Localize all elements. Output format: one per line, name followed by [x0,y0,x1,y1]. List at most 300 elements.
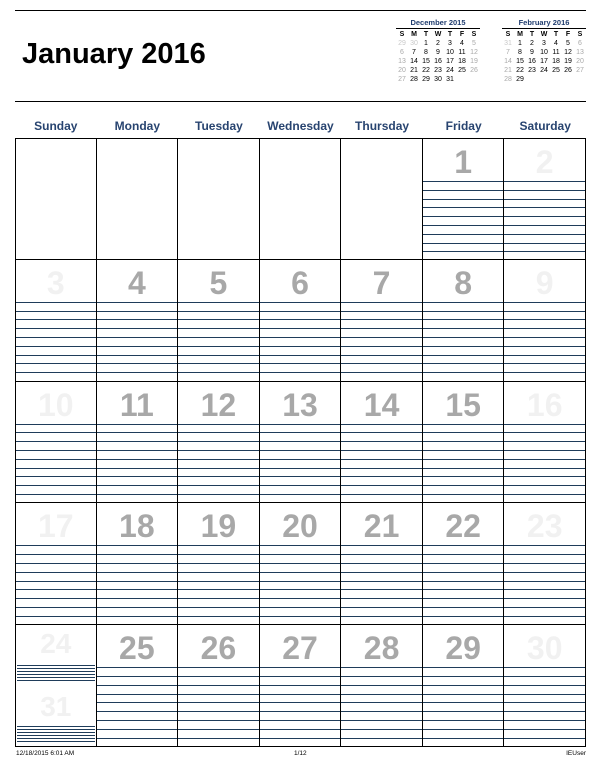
writing-line [178,355,259,356]
date-number: 31 [40,691,72,723]
day-cell[interactable] [504,382,586,504]
writing-line [178,676,259,677]
writing-line [341,667,422,668]
mini-calendar-weekday: T [423,31,429,38]
writing-line [97,667,178,668]
writing-line [178,450,259,451]
writing-line [423,545,504,546]
writing-line [341,694,422,695]
mini-calendar-day: 22 [516,67,524,74]
mini-calendar-day: 4 [460,40,464,47]
empty-day-cell[interactable] [97,138,179,260]
mini-calendar-day: 30 [410,40,418,47]
writing-line [16,494,96,495]
mini-calendar-day [550,75,562,84]
mini-calendar-rule [502,28,586,29]
date-number: 30 [526,630,563,667]
writing-line [423,554,504,555]
writing-line [17,735,95,736]
date-number: 29 [445,630,481,667]
writing-line [97,319,178,320]
writing-line [260,441,341,442]
writing-line [423,346,504,347]
mini-calendar-day: 24 [446,67,454,74]
writing-line [178,319,259,320]
writing-line [423,225,504,226]
writing-line [97,494,178,495]
writing-line [423,476,504,477]
mini-calendar-week [502,75,586,84]
writing-lines [504,424,585,503]
writing-line [17,677,95,678]
day-cell[interactable] [341,625,423,747]
writing-lines [16,302,96,381]
writing-lines [97,545,178,624]
mini-calendar-day: 29 [422,76,430,83]
writing-line [423,302,504,303]
writing-line [16,563,96,564]
writing-line [97,572,178,573]
day-cell[interactable] [260,625,342,747]
writing-lines [97,424,178,503]
top-rule [15,10,586,11]
writing-line [178,346,259,347]
writing-line [341,494,422,495]
writing-line [17,738,95,739]
mini-calendar-day: 3 [448,40,452,47]
mini-calendar-day [574,75,586,84]
footer-timestamp: 12/18/2015 6:01 AM [16,750,75,757]
writing-line [178,702,259,703]
day-header-saturday: Saturday [519,119,571,133]
writing-line [504,494,585,495]
writing-line [504,363,585,364]
day-cell[interactable] [260,382,342,504]
writing-line [97,450,178,451]
writing-lines [178,302,259,381]
day-cell[interactable] [97,260,179,382]
writing-line [260,685,341,686]
mini-calendar-day: 19 [470,58,478,65]
writing-line [16,468,96,469]
writing-line [504,554,585,555]
writing-line [504,702,585,703]
writing-line [178,685,259,686]
writing-line [423,355,504,356]
mini-calendar-day: 7 [506,49,510,56]
writing-line [16,346,96,347]
mini-calendar-day: 31 [446,76,454,83]
writing-lines [423,302,504,381]
mini-calendar-weekday: M [411,31,417,38]
day-cell[interactable] [178,260,260,382]
writing-line [423,441,504,442]
writing-line [97,337,178,338]
writing-line [16,450,96,451]
writing-line [423,337,504,338]
writing-line [97,468,178,469]
writing-line [423,694,504,695]
mini-calendar-week [502,39,586,48]
day-cell[interactable] [15,503,97,625]
writing-line [260,346,341,347]
writing-line [341,302,422,303]
writing-line [504,337,585,338]
writing-line [97,729,178,730]
mini-calendar-day: 19 [564,58,572,65]
writing-line [504,319,585,320]
mini-calendar-day: 26 [470,67,478,74]
writing-line [423,616,504,617]
writing-line [260,476,341,477]
date-number: 4 [127,264,146,301]
writing-line [260,545,341,546]
writing-line [260,667,341,668]
mini-calendar-day: 17 [540,58,548,65]
writing-line [504,328,585,329]
mini-calendar-day: 29 [516,76,524,83]
writing-line [504,459,585,460]
writing-line [16,476,96,477]
writing-line [97,476,178,477]
mini-calendar-next-month [502,18,586,84]
writing-line [97,589,178,590]
writing-line [16,598,96,599]
mini-calendar-rule [396,28,480,29]
writing-line [178,563,259,564]
writing-line [504,372,585,373]
writing-line [97,738,178,739]
writing-line [341,432,422,433]
writing-line [178,485,259,486]
writing-line [178,476,259,477]
writing-line [178,432,259,433]
writing-line [178,738,259,739]
day-cell[interactable] [97,503,179,625]
split-day-31 [16,686,96,747]
mini-calendar-week [396,39,480,48]
mini-calendar-day: 21 [504,67,512,74]
date-number: 10 [37,386,74,423]
writing-line [16,607,96,608]
writing-line [97,607,178,608]
mini-calendar-day: 10 [540,49,548,56]
writing-line [260,450,341,451]
writing-line [504,685,585,686]
mini-calendar-day: 5 [472,40,476,47]
day-cell[interactable] [260,503,342,625]
mini-calendar-day: 24 [540,67,548,74]
writing-line [341,589,422,590]
writing-line [504,181,585,182]
writing-line [16,554,96,555]
writing-line [504,572,585,573]
day-header-friday: Friday [445,119,482,133]
mini-calendar-day: 10 [446,49,454,56]
writing-line [504,694,585,695]
writing-line [260,302,341,303]
writing-line [260,372,341,373]
mini-calendar-weekday: S [505,31,511,38]
mini-calendar-day [468,75,480,84]
mini-calendar-day: 2 [530,40,534,47]
writing-line [504,607,585,608]
writing-line [423,207,504,208]
day-cell[interactable] [15,625,97,747]
mini-calendar-day [538,75,550,84]
writing-line [423,598,504,599]
date-number: 16 [526,386,563,423]
writing-line [17,665,95,666]
date-number: 13 [282,386,318,423]
mini-calendar-day: 30 [434,76,442,83]
writing-line [16,616,96,617]
date-number: 22 [445,508,481,545]
writing-line [260,328,341,329]
writing-line [423,685,504,686]
writing-line [341,319,422,320]
writing-line [16,589,96,590]
writing-line [423,494,504,495]
writing-line [16,302,96,303]
writing-lines [178,667,259,746]
writing-line [504,302,585,303]
day-cell[interactable] [504,138,586,260]
writing-line [178,468,259,469]
writing-line [178,363,259,364]
writing-line [17,668,95,669]
writing-lines [341,545,422,624]
writing-line [178,720,259,721]
day-cell[interactable] [178,503,260,625]
writing-line [423,199,504,200]
date-number: 23 [526,508,563,545]
writing-line [504,476,585,477]
writing-line [97,459,178,460]
writing-line [97,545,178,546]
writing-line [260,311,341,312]
writing-line [423,589,504,590]
writing-line [423,328,504,329]
writing-line [341,702,422,703]
mini-calendar-weekday: W [540,31,548,38]
footer-page-number: 1/12 [294,750,307,757]
day-cell[interactable] [341,260,423,382]
writing-line [341,328,422,329]
day-header-thursday: Thursday [355,119,410,133]
date-number: 15 [445,386,481,423]
writing-line [341,355,422,356]
split-day-24 [16,625,96,686]
writing-line [16,432,96,433]
writing-line [178,337,259,338]
writing-line [423,181,504,182]
writing-line [178,616,259,617]
mini-calendar-day: 23 [434,67,442,74]
mini-calendar-day: 26 [564,67,572,74]
writing-line [16,319,96,320]
date-number: 28 [363,630,400,667]
writing-line [97,694,178,695]
writing-line [504,720,585,721]
writing-line [97,581,178,582]
day-cell[interactable] [341,382,423,504]
day-cell[interactable] [341,503,423,625]
writing-line [504,207,585,208]
day-cell[interactable] [423,138,505,260]
writing-line [341,337,422,338]
day-cell[interactable] [504,625,586,747]
writing-line [97,676,178,677]
mini-calendar-week [396,57,480,66]
mini-calendar-weekday: S [577,31,583,38]
writing-line [97,702,178,703]
writing-line [504,450,585,451]
writing-lines [423,667,504,746]
mini-calendar-week [502,48,586,57]
writing-line [178,494,259,495]
mini-calendar-day: 4 [554,40,558,47]
writing-line [260,459,341,460]
writing-line [16,328,96,329]
mini-calendar-day: 1 [518,40,522,47]
date-number: 8 [454,264,473,301]
writing-line [504,243,585,244]
writing-line [260,554,341,555]
date-number: 21 [363,508,400,545]
date-number: 19 [200,508,237,545]
writing-line [260,581,341,582]
day-cell[interactable] [504,260,586,382]
writing-line [423,468,504,469]
day-cell[interactable] [97,625,179,747]
writing-line [97,554,178,555]
empty-day-cell[interactable] [15,138,97,260]
writing-line [260,729,341,730]
writing-lines [423,181,504,260]
mini-calendar-header-row [502,30,586,39]
date-number: 12 [200,386,237,423]
date-number: 25 [119,630,155,667]
day-cell[interactable] [260,260,342,382]
writing-line [341,563,422,564]
writing-line [423,432,504,433]
writing-line [504,311,585,312]
writing-line [341,476,422,477]
mini-calendar-weekday: F [459,31,465,38]
mini-calendar-week [502,66,586,75]
writing-line [97,711,178,712]
day-cell[interactable] [423,260,505,382]
writing-lines [16,545,96,624]
mini-calendar-day: 9 [530,49,534,56]
writing-lines [260,424,341,503]
day-cell[interactable] [178,625,260,747]
mini-calendar-weekday: F [565,31,571,38]
header-rule [15,101,586,102]
writing-line [16,581,96,582]
day-cell[interactable] [178,382,260,504]
day-cell[interactable] [97,382,179,504]
writing-line [97,372,178,373]
mini-calendar-day: 5 [566,40,570,47]
writing-line [16,459,96,460]
writing-line [260,363,341,364]
date-number: 17 [37,508,74,545]
writing-line [341,468,422,469]
mini-calendar-day: 22 [422,67,430,74]
writing-line [504,251,585,252]
writing-line [17,680,95,681]
writing-line [341,685,422,686]
mini-calendar-weekday: S [399,31,405,38]
writing-line [504,581,585,582]
writing-line [97,363,178,364]
writing-line [504,424,585,425]
writing-line [504,190,585,191]
writing-line [504,216,585,217]
writing-line [97,424,178,425]
footer-user: IEUser [566,750,586,757]
writing-line [178,459,259,460]
writing-line [423,234,504,235]
writing-lines [504,667,585,746]
mini-calendar-day: 28 [410,76,418,83]
writing-line [423,450,504,451]
writing-line [97,432,178,433]
writing-line [504,432,585,433]
writing-line [178,589,259,590]
day-header-wednesday: Wednesday [267,119,334,133]
writing-line [178,302,259,303]
date-number: 5 [209,264,228,301]
mini-calendar-day: 15 [516,58,524,65]
writing-lines [178,424,259,503]
writing-line [97,311,178,312]
mini-calendar-title: December 2015 [410,18,466,27]
day-cell[interactable] [504,503,586,625]
writing-line [504,485,585,486]
day-cell[interactable] [423,503,505,625]
date-number: 1 [454,144,473,180]
writing-line [260,319,341,320]
writing-line [16,441,96,442]
writing-line [17,741,95,742]
writing-line [16,355,96,356]
empty-day-cell[interactable] [341,138,423,260]
writing-line [423,363,504,364]
empty-day-cell[interactable] [260,138,342,260]
day-cell[interactable] [423,625,505,747]
day-cell[interactable] [15,260,97,382]
mini-calendar-day: 20 [398,67,406,74]
mini-calendar-weekday: M [517,31,523,38]
mini-calendar-week [396,75,480,84]
writing-line [260,720,341,721]
writing-line [260,711,341,712]
writing-line [504,598,585,599]
day-cell[interactable] [423,382,505,504]
writing-line [341,720,422,721]
date-number: 26 [200,630,237,667]
mini-calendar-day: 20 [576,58,584,65]
day-cell[interactable] [15,382,97,504]
writing-lines [97,667,178,746]
writing-line [423,607,504,608]
empty-day-cell[interactable] [178,138,260,260]
writing-line [16,311,96,312]
writing-line [341,459,422,460]
